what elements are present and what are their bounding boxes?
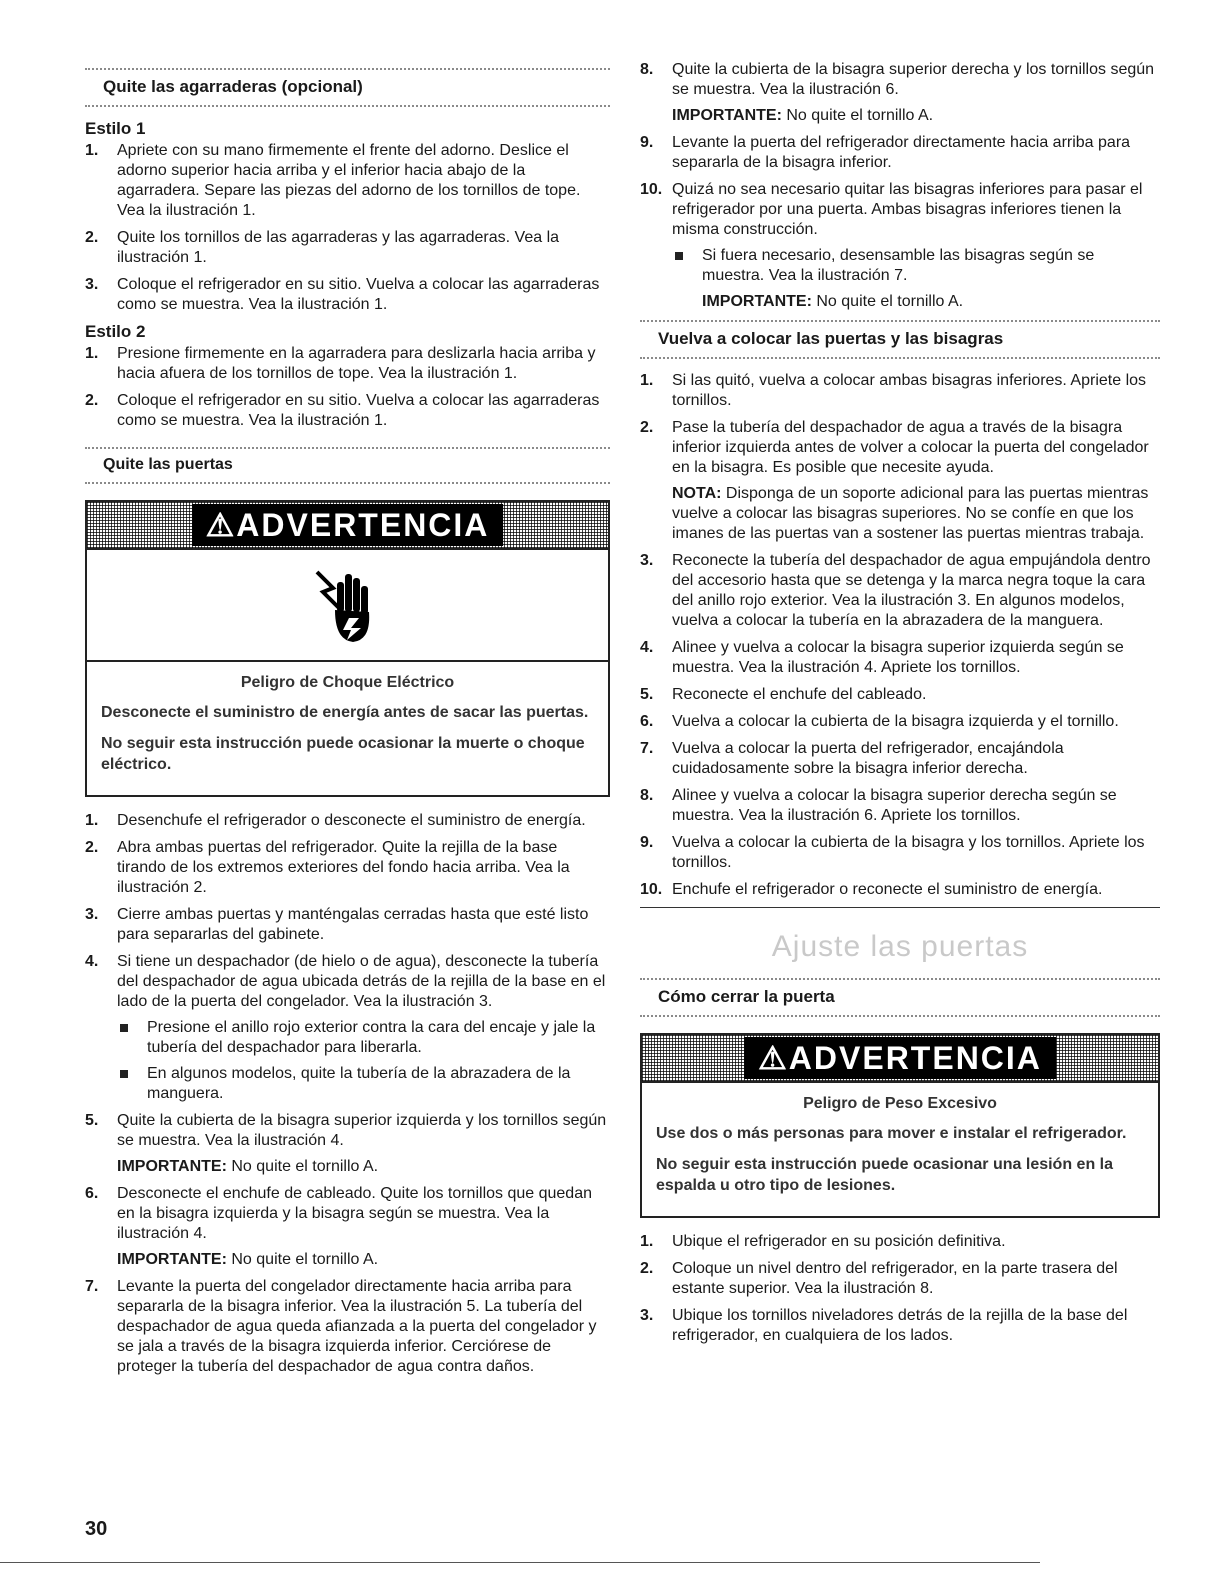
list-item: 1. Desenchufe el refrigerador o desconecte el suministro de energía. [85,812,586,829]
section-heading-close-door: Cómo cerrar la puerta [640,978,1160,1017]
replace-doors-steps [640,371,1160,900]
list-item: 8. Quite la cubierta de la bisagra superior derecha y los tornillos según se muestra. Vea la ilustración 6. IMPORTANTE: No quite el tornillo A. [640,60,1160,126]
list-item: 3. Cierre ambas puertas y manténgalas cerradas hasta que esté listo para separarlas del gabinete. [85,906,589,943]
list-item: 1. Apriete con su mano firmemente el frente del adorno. Deslice el adorno superior hacia arriba y el inferior hacia abajo de la agarradera. Separe las piezas del adorno de los tornillos de tope. Vea la ilustración 1. [85,142,581,219]
style-2-steps [85,344,610,431]
important-note: IMPORTANTE: No quite el tornillo A. [117,1158,379,1175]
warning-text: Peligro de Choque Eléctrico Desconecte el suministro de energía antes de sacar las puertas. No seguir esta instrucción puede ocasionar la muerte o choque eléctrico. [101,674,589,773]
style-1-heading: Estilo 1 [85,119,146,138]
page-number: 30 [85,1518,108,1540]
list-item: 7. Vuelva a colocar la puerta del refrigerador, encajándola cuidadosamente sobre la bisagra inferior derecha. [640,740,1064,777]
warning-banner [642,1035,1158,1083]
left-column [85,60,610,1384]
electric-shock-icon [313,560,383,650]
list-item: 10. Enchufe el refrigerador o reconecte el suministro de energía. [640,881,1103,898]
list-item: 9. Vuelva a colocar la cubierta de la bisagra y los tornillos. Apriete los tornillos. [640,834,1145,871]
warning-label: ⚠ADVERTENCIA [192,504,504,546]
section-heading-remove-handles: Quite las agarraderas (opcional) [85,68,610,107]
list-item: 10. Quizá no sea necesario quitar las bisagras inferiores para pasar el refrigerador por una puerta. Ambas bisagras inferiores tienen la misma construcción. Si fuera necesario, desensamble las bisagras según se muestra. Vea la ilustración 7. IMPORTANTE: No quite el tornillo A. [640,180,1160,312]
list-item: 1. Ubique el refrigerador en su posición definitiva. [640,1233,1006,1250]
adjust-doors-title: Ajuste las puertas [771,930,1029,963]
important-note: IMPORTANTE: No quite el tornillo A. [672,107,934,124]
important-note: IMPORTANTE: No quite el tornillo A. [117,1251,379,1268]
right-column [640,60,1160,1353]
list-item: 7. Levante la puerta del congelador directamente hacia arriba para separarla de la bisagra inferior. Vea la ilustración 5. La tubería del despachador de agua queda afianzada a la puerta del congelador y se jala a través de la bisagra izquierda inferior. Cerciórese de proteger la tubería del despachador de agua contra daños. [85,1278,597,1375]
bullet-item: Si fuera necesario, desensamble las bisagras según se muestra. Vea la ilustración 7. [672,246,1160,286]
list-item: 3. Reconecte la tubería del despachador de agua empujándola dentro del accesorio hasta que se detenga y la marca negra toque la cara del anillo rojo exterior. Vea la ilustración 3. En algunos modelos, vuelva a colocar la tubería en la abrazadera de la manguera. [640,552,1151,629]
list-item: 4. Alinee y vuelva a colocar la bisagra superior izquierda según se muestra. Vea la ilustración 4. Apriete los tornillos. [640,639,1124,676]
list-item: 2. Coloque un nivel dentro del refrigerador, en la parte trasera del estante superior. Vea la ilustración 8. [640,1260,1118,1297]
warning-text: Peligro de Peso Excesivo Use dos o más personas para mover e instalar el refrigerador. No seguir esta instrucción puede ocasionar una lesión en la espalda u otro tipo de lesiones. [656,1095,1127,1194]
list-item: 4. Si tiene un despachador (de hielo o de agua), desconecte la tubería del despachador de agua ubicada detrás de la rejilla de la base en el lado de la puerta del congelador. Vea la ilustración 3. Presione el anillo rojo exterior contra la cara del encaje y jale la tubería del despachador para liberarla. En algunos modelos, quite la tubería de la abrazadera de la manguera. [85,952,610,1104]
warning-box-electric [85,500,610,797]
section-heading-replace-doors: Vuelva a colocar las puertas y las bisagras [640,320,1160,359]
list-item: 6. Desconecte el enchufe de cableado. Quite los tornillos que quedan en la bisagra izquierda y la bisagra según se muestra. Vea la ilustración 4. IMPORTANTE: No quite el tornillo A. [85,1184,610,1270]
list-item: 1. Presione firmemente en la agarradera para deslizarla hacia arriba y hacia afuera de los tornillos de tope. Vea la ilustración 1. [85,345,596,382]
list-item: 3. Coloque el refrigerador en su sitio. Vuelva a colocar las agarraderas como se muestra. Vea la ilustración 1. [85,276,600,313]
footer-rule [0,1562,1040,1563]
warning-triangle-icon: ⚠ [205,507,237,543]
list-item: 5. Quite la cubierta de la bisagra superior izquierda y los tornillos según se muestra. Vea la ilustración 4. IMPORTANTE: No quite el tornillo A. [85,1111,610,1177]
list-item: 2. Abra ambas puertas del refrigerador. Quite la rejilla de la base tirando de los extremos exteriores del fondo hacia arriba. Vea la ilustración 2. [85,839,570,896]
remove-doors-steps-continued [640,60,1160,312]
warning-banner [87,502,608,550]
remove-doors-steps [85,811,610,1377]
style-2-heading: Estilo 2 [85,322,146,341]
list-item: 1. Si las quitó, vuelva a colocar ambas bisagras inferiores. Apriete los tornillos. [640,372,1147,409]
divider [640,907,1160,908]
list-item: 8. Alinee y vuelva a colocar la bisagra superior derecha según se muestra. Vea la ilustración 6. Apriete los tornillos. [640,787,1117,824]
important-note: IMPORTANTE: No quite el tornillo A. [702,293,964,310]
section-heading-remove-doors: Quite las puertas [85,447,610,484]
list-item: 2. Quite los tornillos de las agarraderas y las agarraderas. Vea la ilustración 1. [85,229,560,266]
shock-hazard-area [87,550,608,662]
list-item: 3. Ubique los tornillos niveladores detrás de la rejilla de la base del refrigerador, en cualquiera de los lados. [640,1307,1128,1344]
bullet-item: En algunos modelos, quite la tubería de la abrazadera de la manguera. [117,1064,610,1104]
list-item: 5. Reconecte el enchufe del cableado. [640,686,927,703]
bullet-item: Presione el anillo rojo exterior contra la cara del encaje y jale la tubería del despachador para liberarla. [117,1018,610,1058]
close-door-steps [640,1232,1160,1346]
style-1-steps [85,141,610,315]
note: NOTA: Disponga de un soporte adicional para las puertas mientras vuelve a colocar las bisagras superiores. No se confíe en que los imanes de las puertas van a sostener las puertas mientras trabaja. [672,485,1149,542]
warning-label: ⚠ADVERTENCIA [744,1037,1056,1079]
list-item: 2. Coloque el refrigerador en su sitio. Vuelva a colocar las agarraderas como se muestra. Vea la ilustración 1. [85,392,600,429]
list-item: 2. Pase la tubería del despachador de agua a través de la bisagra inferior izquierda antes de volver a colocar la puerta del congelador en la bisagra. Es posible que necesite ayuda. NOTA: Disponga de un soporte adicional para las puertas mientras vuelve a colocar las bisagras superiores. No se confíe en que los imanes de las puertas van a sostener las puertas mientras trabaja. [640,418,1160,544]
list-item: 9. Levante la puerta del refrigerador directamente hacia arriba para separarla de la bisagra inferior. [640,134,1131,171]
warning-box-weight [640,1033,1160,1218]
list-item: 6. Vuelva a colocar la cubierta de la bisagra izquierda y el tornillo. [640,713,1119,730]
warning-triangle-icon: ⚠ [758,1040,789,1076]
